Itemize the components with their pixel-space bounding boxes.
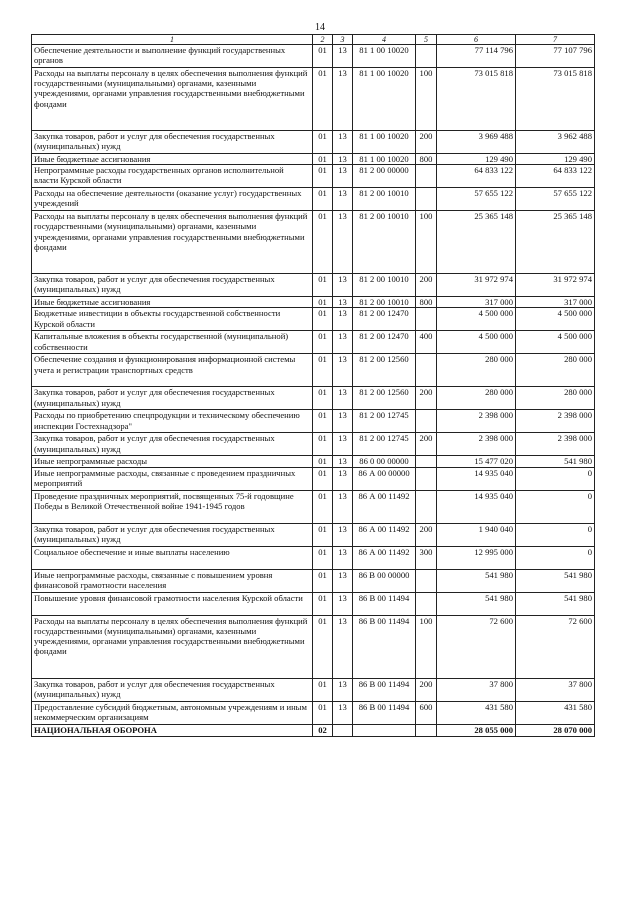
row-subsection: 13	[333, 45, 353, 68]
row-name: Капитальные вложения в объекты государственной (муниципальной) собственности	[32, 331, 313, 354]
row-amount-2: 0	[516, 523, 595, 546]
row-expense-type	[416, 354, 437, 387]
row-amount-1: 431 580	[437, 701, 516, 724]
row-amount-2: 0	[516, 467, 595, 490]
page-number: 14	[315, 22, 325, 33]
row-amount-2: 280 000	[516, 387, 595, 410]
row-target-code: 81 1 00 10020	[353, 68, 416, 131]
row-expense-type: 200	[416, 387, 437, 410]
row-target-code: 81 2 00 12560	[353, 387, 416, 410]
row-target-code: 86 В 00 11494	[353, 592, 416, 615]
row-expense-type: 400	[416, 331, 437, 354]
row-section: 01	[313, 701, 333, 724]
row-expense-type	[416, 45, 437, 68]
row-name: Обеспечение создания и функционирования информационной системы учета и регистрации транспортных средств	[32, 354, 313, 387]
row-section: 01	[313, 68, 333, 131]
row-amount-1: 280 000	[437, 387, 516, 410]
row-amount-2: 2 398 000	[516, 433, 595, 456]
header-col-4: 4	[353, 35, 416, 45]
row-target-code: 81 1 00 10020	[353, 154, 416, 165]
row-name: Закупка товаров, работ и услуг для обеспечения государственных (муниципальных) нужд	[32, 523, 313, 546]
row-subsection: 13	[333, 131, 353, 154]
row-expense-type: 600	[416, 701, 437, 724]
row-name: Расходы на выплаты персоналу в целях обеспечения выполнения функций государственными (муниципальными) органами, казенными учреждениями, органами управления государственными внебюджетными фондами	[32, 68, 313, 131]
row-subsection: 13	[333, 701, 353, 724]
table-row	[32, 615, 595, 678]
row-amount-2: 2 398 000	[516, 410, 595, 433]
row-expense-type	[416, 188, 437, 211]
row-amount-2: 280 000	[516, 354, 595, 387]
row-amount-2: 31 972 974	[516, 274, 595, 297]
row-expense-type	[416, 456, 437, 467]
row-section: 01	[313, 678, 333, 701]
row-amount-2: 4 500 000	[516, 331, 595, 354]
row-section: 01	[313, 410, 333, 433]
row-amount-2: 317 000	[516, 297, 595, 308]
row-name: Иные бюджетные ассигнования	[32, 297, 313, 308]
table-row	[32, 433, 595, 456]
row-amount-1: 2 398 000	[437, 410, 516, 433]
row-expense-type	[416, 569, 437, 592]
row-section: 01	[313, 592, 333, 615]
row-amount-1: 3 969 488	[437, 131, 516, 154]
row-expense-type	[416, 724, 437, 736]
table-row	[32, 308, 595, 331]
row-name: Закупка товаров, работ и услуг для обеспечения государственных (муниципальных) нужд	[32, 274, 313, 297]
row-amount-2: 57 655 122	[516, 188, 595, 211]
row-section: 01	[313, 546, 333, 569]
header-col-2: 2	[313, 35, 333, 45]
row-target-code: 81 2 00 00000	[353, 165, 416, 188]
row-target-code: 81 2 00 12745	[353, 410, 416, 433]
row-amount-1: 14 935 040	[437, 467, 516, 490]
table-row	[32, 592, 595, 615]
row-target-code: 81 1 00 10020	[353, 131, 416, 154]
row-name: Иные непрограммные расходы	[32, 456, 313, 467]
row-subsection: 13	[333, 165, 353, 188]
table-row	[32, 724, 595, 736]
row-section: 01	[313, 433, 333, 456]
row-subsection: 13	[333, 274, 353, 297]
row-expense-type: 200	[416, 678, 437, 701]
row-expense-type: 200	[416, 274, 437, 297]
row-subsection: 13	[333, 433, 353, 456]
row-amount-2: 541 980	[516, 456, 595, 467]
row-target-code: 86 А 00 11492	[353, 523, 416, 546]
row-subsection: 13	[333, 297, 353, 308]
row-expense-type: 100	[416, 211, 437, 274]
row-amount-2: 37 800	[516, 678, 595, 701]
row-amount-1: 15 477 020	[437, 456, 516, 467]
row-target-code: 86 В 00 11494	[353, 615, 416, 678]
row-name: Обеспечение деятельности и выполнение функций государственных органов	[32, 45, 313, 68]
row-subsection	[333, 724, 353, 736]
table-row	[32, 387, 595, 410]
row-expense-type: 200	[416, 433, 437, 456]
row-name: Расходы на выплаты персоналу в целях обеспечения выполнения функций государственными (муниципальными) органами, казенными учреждениями, органами управления государственными внебюджетными фондами	[32, 211, 313, 274]
row-amount-2: 77 107 796	[516, 45, 595, 68]
table-row	[32, 467, 595, 490]
row-target-code: 86 В 00 00000	[353, 569, 416, 592]
row-amount-1: 541 980	[437, 569, 516, 592]
row-expense-type: 800	[416, 154, 437, 165]
row-expense-type: 200	[416, 131, 437, 154]
header-col-3: 3	[333, 35, 353, 45]
row-section: 01	[313, 354, 333, 387]
row-expense-type: 100	[416, 68, 437, 131]
row-name: Закупка товаров, работ и услуг для обеспечения государственных (муниципальных) нужд	[32, 387, 313, 410]
table-row	[32, 45, 595, 68]
table-row	[32, 546, 595, 569]
row-amount-2: 25 365 148	[516, 211, 595, 274]
row-target-code: 81 2 00 12470	[353, 331, 416, 354]
table-row	[32, 354, 595, 387]
row-subsection: 13	[333, 523, 353, 546]
table-row	[32, 68, 595, 131]
row-amount-1: 28 055 000	[437, 724, 516, 736]
row-amount-2: 541 980	[516, 592, 595, 615]
row-amount-2: 3 962 488	[516, 131, 595, 154]
budget-table	[31, 34, 595, 737]
table-row	[32, 154, 595, 165]
row-amount-1: 72 600	[437, 615, 516, 678]
row-expense-type: 200	[416, 523, 437, 546]
row-amount-1: 12 995 000	[437, 546, 516, 569]
row-section: 01	[313, 45, 333, 68]
row-subsection: 13	[333, 592, 353, 615]
row-section: 01	[313, 308, 333, 331]
row-amount-1: 77 114 796	[437, 45, 516, 68]
table-row	[32, 331, 595, 354]
row-expense-type	[416, 165, 437, 188]
header-row	[32, 35, 595, 45]
row-subsection: 13	[333, 211, 353, 274]
table-row	[32, 410, 595, 433]
row-name: Закупка товаров, работ и услуг для обеспечения государственных (муниципальных) нужд	[32, 131, 313, 154]
row-amount-1: 541 980	[437, 592, 516, 615]
row-expense-type	[416, 592, 437, 615]
table-row	[32, 701, 595, 724]
table-row	[32, 165, 595, 188]
row-target-code: 81 2 00 10010	[353, 211, 416, 274]
row-amount-1: 317 000	[437, 297, 516, 308]
row-amount-2: 73 015 818	[516, 68, 595, 131]
row-amount-1: 25 365 148	[437, 211, 516, 274]
row-section: 01	[313, 131, 333, 154]
row-amount-1: 14 935 040	[437, 490, 516, 523]
row-subsection: 13	[333, 569, 353, 592]
row-expense-type	[416, 490, 437, 523]
row-name: НАЦИОНАЛЬНАЯ ОБОРОНА	[32, 724, 313, 736]
row-target-code: 81 2 00 12560	[353, 354, 416, 387]
header-col-6: 6	[437, 35, 516, 45]
row-name: Повышение уровня финансовой грамотности населения Курской области	[32, 592, 313, 615]
row-expense-type	[416, 467, 437, 490]
row-section: 01	[313, 165, 333, 188]
row-subsection: 13	[333, 410, 353, 433]
table-row	[32, 523, 595, 546]
row-section: 01	[313, 490, 333, 523]
row-subsection: 13	[333, 467, 353, 490]
row-amount-2: 431 580	[516, 701, 595, 724]
row-section: 01	[313, 154, 333, 165]
row-amount-2: 72 600	[516, 615, 595, 678]
row-target-code: 86 А 00 11492	[353, 490, 416, 523]
row-section: 01	[313, 211, 333, 274]
row-name: Иные непрограммные расходы, связанные с повышением уровня финансовой грамотности населения	[32, 569, 313, 592]
row-target-code: 86 В 00 11494	[353, 701, 416, 724]
row-amount-2: 64 833 122	[516, 165, 595, 188]
table-row	[32, 569, 595, 592]
row-name: Иные бюджетные ассигнования	[32, 154, 313, 165]
header-col-1: 1	[32, 35, 313, 45]
table-row	[32, 490, 595, 523]
row-amount-2: 0	[516, 490, 595, 523]
row-name: Непрограммные расходы государственных органов исполнительной власти Курской области	[32, 165, 313, 188]
row-amount-1: 37 800	[437, 678, 516, 701]
row-expense-type	[416, 410, 437, 433]
row-subsection: 13	[333, 154, 353, 165]
row-target-code: 81 2 00 10010	[353, 297, 416, 308]
row-name: Социальное обеспечение и иные выплаты населению	[32, 546, 313, 569]
row-subsection: 13	[333, 308, 353, 331]
table-row	[32, 456, 595, 467]
row-subsection: 13	[333, 678, 353, 701]
row-amount-2: 0	[516, 546, 595, 569]
row-amount-1: 2 398 000	[437, 433, 516, 456]
row-target-code: 81 2 00 10010	[353, 188, 416, 211]
row-section: 01	[313, 188, 333, 211]
row-amount-2: 4 500 000	[516, 308, 595, 331]
header-col-5: 5	[416, 35, 437, 45]
table-row	[32, 274, 595, 297]
row-section: 01	[313, 467, 333, 490]
row-amount-1: 64 833 122	[437, 165, 516, 188]
row-expense-type	[416, 308, 437, 331]
row-target-code: 86 0 00 00000	[353, 456, 416, 467]
row-target-code	[353, 724, 416, 736]
table-row	[32, 188, 595, 211]
row-section: 01	[313, 523, 333, 546]
row-subsection: 13	[333, 331, 353, 354]
row-expense-type: 300	[416, 546, 437, 569]
row-target-code: 86 А 00 00000	[353, 467, 416, 490]
row-section: 01	[313, 331, 333, 354]
row-name: Расходы на обеспечение деятельности (оказание услуг) государственных учреждений	[32, 188, 313, 211]
row-target-code: 81 1 00 10020	[353, 45, 416, 68]
row-target-code: 81 2 00 10010	[353, 274, 416, 297]
table-row	[32, 678, 595, 701]
row-target-code: 86 А 00 11492	[353, 546, 416, 569]
row-name: Предоставление субсидий бюджетным, автономным учреждениям и иным некоммерческим организациям	[32, 701, 313, 724]
row-expense-type: 800	[416, 297, 437, 308]
row-amount-1: 4 500 000	[437, 331, 516, 354]
table-row	[32, 297, 595, 308]
row-amount-1: 73 015 818	[437, 68, 516, 131]
row-section: 01	[313, 569, 333, 592]
row-subsection: 13	[333, 615, 353, 678]
row-amount-1: 31 972 974	[437, 274, 516, 297]
row-name: Бюджетные инвестиции в объекты государственной собственности Курской области	[32, 308, 313, 331]
table-row	[32, 131, 595, 154]
row-subsection: 13	[333, 546, 353, 569]
row-name: Закупка товаров, работ и услуг для обеспечения государственных (муниципальных) нужд	[32, 433, 313, 456]
row-section: 01	[313, 615, 333, 678]
row-amount-2: 129 490	[516, 154, 595, 165]
row-name: Иные непрограммные расходы, связанные с проведением праздничных мероприятий	[32, 467, 313, 490]
row-name: Расходы по приобретению спецпродукции и техническому обеспечению инспекции Гостехнадзора"	[32, 410, 313, 433]
row-subsection: 13	[333, 354, 353, 387]
row-section: 01	[313, 274, 333, 297]
row-amount-1: 4 500 000	[437, 308, 516, 331]
row-amount-2: 541 980	[516, 569, 595, 592]
row-subsection: 13	[333, 68, 353, 131]
row-name: Закупка товаров, работ и услуг для обеспечения государственных (муниципальных) нужд	[32, 678, 313, 701]
row-target-code: 81 2 00 12745	[353, 433, 416, 456]
row-subsection: 13	[333, 188, 353, 211]
row-target-code: 81 2 00 12470	[353, 308, 416, 331]
row-target-code: 86 В 00 11494	[353, 678, 416, 701]
table-row	[32, 211, 595, 274]
row-section: 01	[313, 456, 333, 467]
row-amount-1: 129 490	[437, 154, 516, 165]
header-col-7: 7	[516, 35, 595, 45]
row-subsection: 13	[333, 456, 353, 467]
row-amount-1: 57 655 122	[437, 188, 516, 211]
row-amount-1: 1 940 040	[437, 523, 516, 546]
row-name: Расходы на выплаты персоналу в целях обеспечения выполнения функций государственными (муниципальными) органами, казенными учреждениями, органами управления государственными внебюджетными фондами	[32, 615, 313, 678]
row-section: 01	[313, 387, 333, 410]
row-subsection: 13	[333, 490, 353, 523]
row-amount-2: 28 070 000	[516, 724, 595, 736]
row-section: 02	[313, 724, 333, 736]
row-subsection: 13	[333, 387, 353, 410]
row-expense-type: 100	[416, 615, 437, 678]
row-section: 01	[313, 297, 333, 308]
row-name: Проведение праздничных мероприятий, посвященных 75-й годовщине Победы в Великой Отечественной войне 1941-1945 годов	[32, 490, 313, 523]
row-amount-1: 280 000	[437, 354, 516, 387]
